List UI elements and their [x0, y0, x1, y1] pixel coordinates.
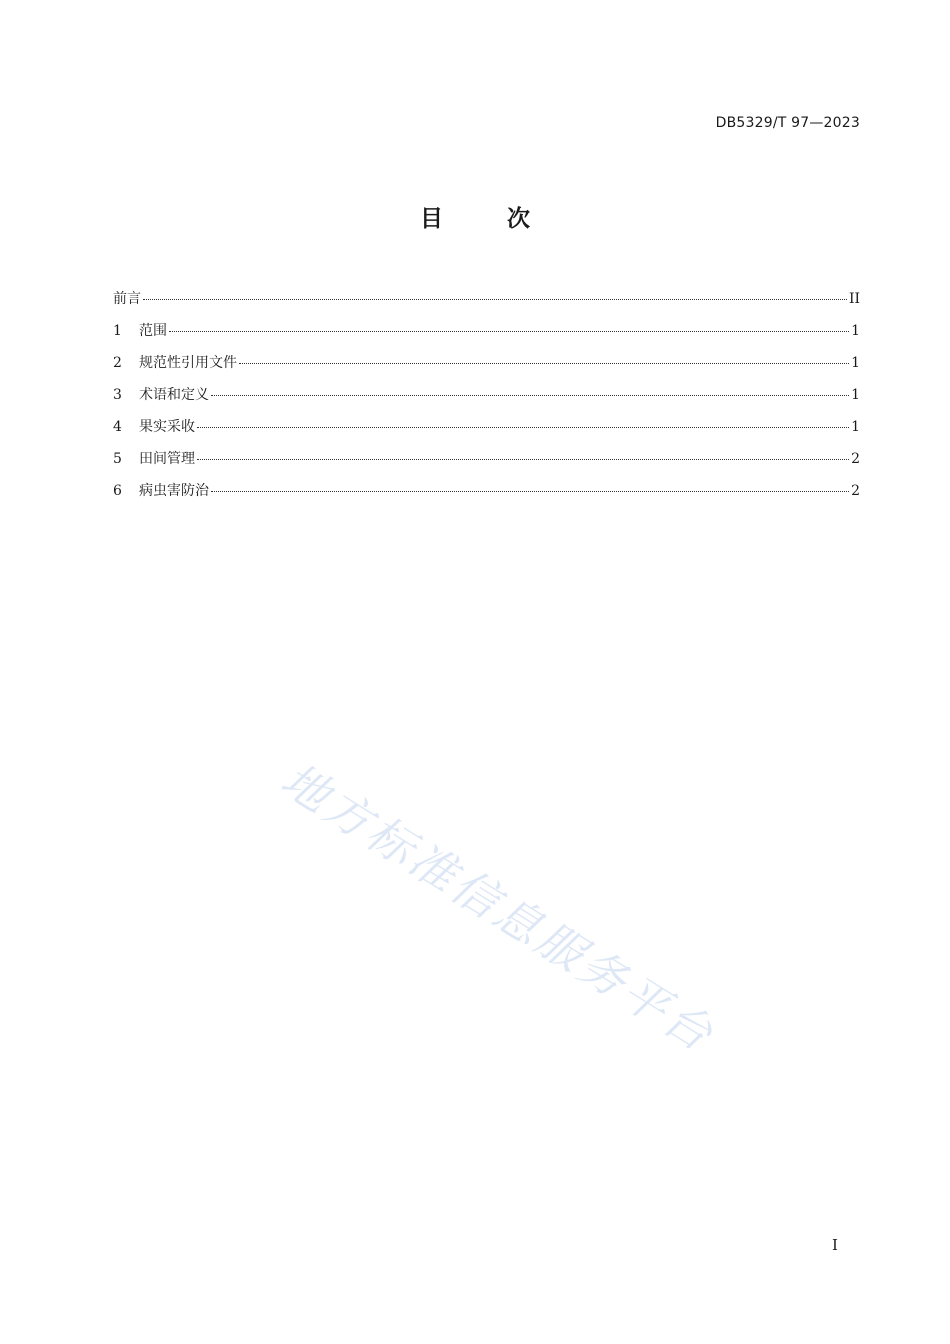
toc-entry-foreword[interactable] — [113, 288, 860, 320]
table-of-contents — [113, 288, 860, 512]
toc-entry-number: 3 — [113, 387, 122, 403]
toc-dot-leader — [211, 395, 849, 396]
toc-entry-label: 果实采收 — [139, 419, 195, 435]
toc-entry-fruit-harvest[interactable] — [113, 416, 860, 448]
toc-entry-label: 规范性引用文件 — [139, 355, 237, 371]
toc-entry-terms-definitions[interactable] — [113, 384, 860, 416]
toc-entry-label: 前言 — [113, 291, 141, 307]
toc-entry-number: 6 — [113, 483, 122, 499]
toc-entry-number: 4 — [113, 419, 122, 435]
toc-entry-number: 2 — [113, 355, 122, 371]
toc-dot-leader — [197, 459, 849, 460]
toc-title — [0, 200, 950, 233]
toc-title-char-1: 目 — [419, 206, 443, 232]
toc-dot-leader — [211, 491, 849, 492]
toc-dot-leader — [169, 331, 849, 332]
toc-entry-page: 1 — [851, 323, 860, 339]
toc-entry-label: 病虫害防治 — [139, 483, 209, 499]
toc-entry-scope[interactable] — [113, 320, 860, 352]
toc-entry-normative-references[interactable] — [113, 352, 860, 384]
page-number: I — [832, 1236, 838, 1254]
toc-dot-leader — [197, 427, 849, 428]
toc-entry-page: 2 — [851, 483, 860, 499]
toc-entry-pest-control[interactable] — [113, 480, 860, 512]
toc-entry-page: 1 — [851, 355, 860, 371]
toc-entry-label: 范围 — [139, 323, 167, 339]
watermark: 地方标准信息服务平台 — [272, 752, 725, 1063]
toc-dot-leader — [143, 299, 847, 300]
toc-dot-leader — [239, 363, 849, 364]
toc-entry-number: 1 — [113, 323, 122, 339]
toc-entry-label: 田间管理 — [139, 451, 195, 467]
toc-title-char-2: 次 — [507, 206, 531, 232]
document-code: DB5329/T 97—2023 — [715, 115, 860, 131]
toc-entry-page: II — [848, 291, 860, 307]
toc-entry-label: 术语和定义 — [139, 387, 209, 403]
toc-entry-page: 2 — [851, 451, 860, 467]
toc-entry-field-management[interactable] — [113, 448, 860, 480]
toc-entry-page: 1 — [851, 387, 860, 403]
toc-entry-number: 5 — [113, 451, 122, 467]
toc-entry-page: 1 — [851, 419, 860, 435]
